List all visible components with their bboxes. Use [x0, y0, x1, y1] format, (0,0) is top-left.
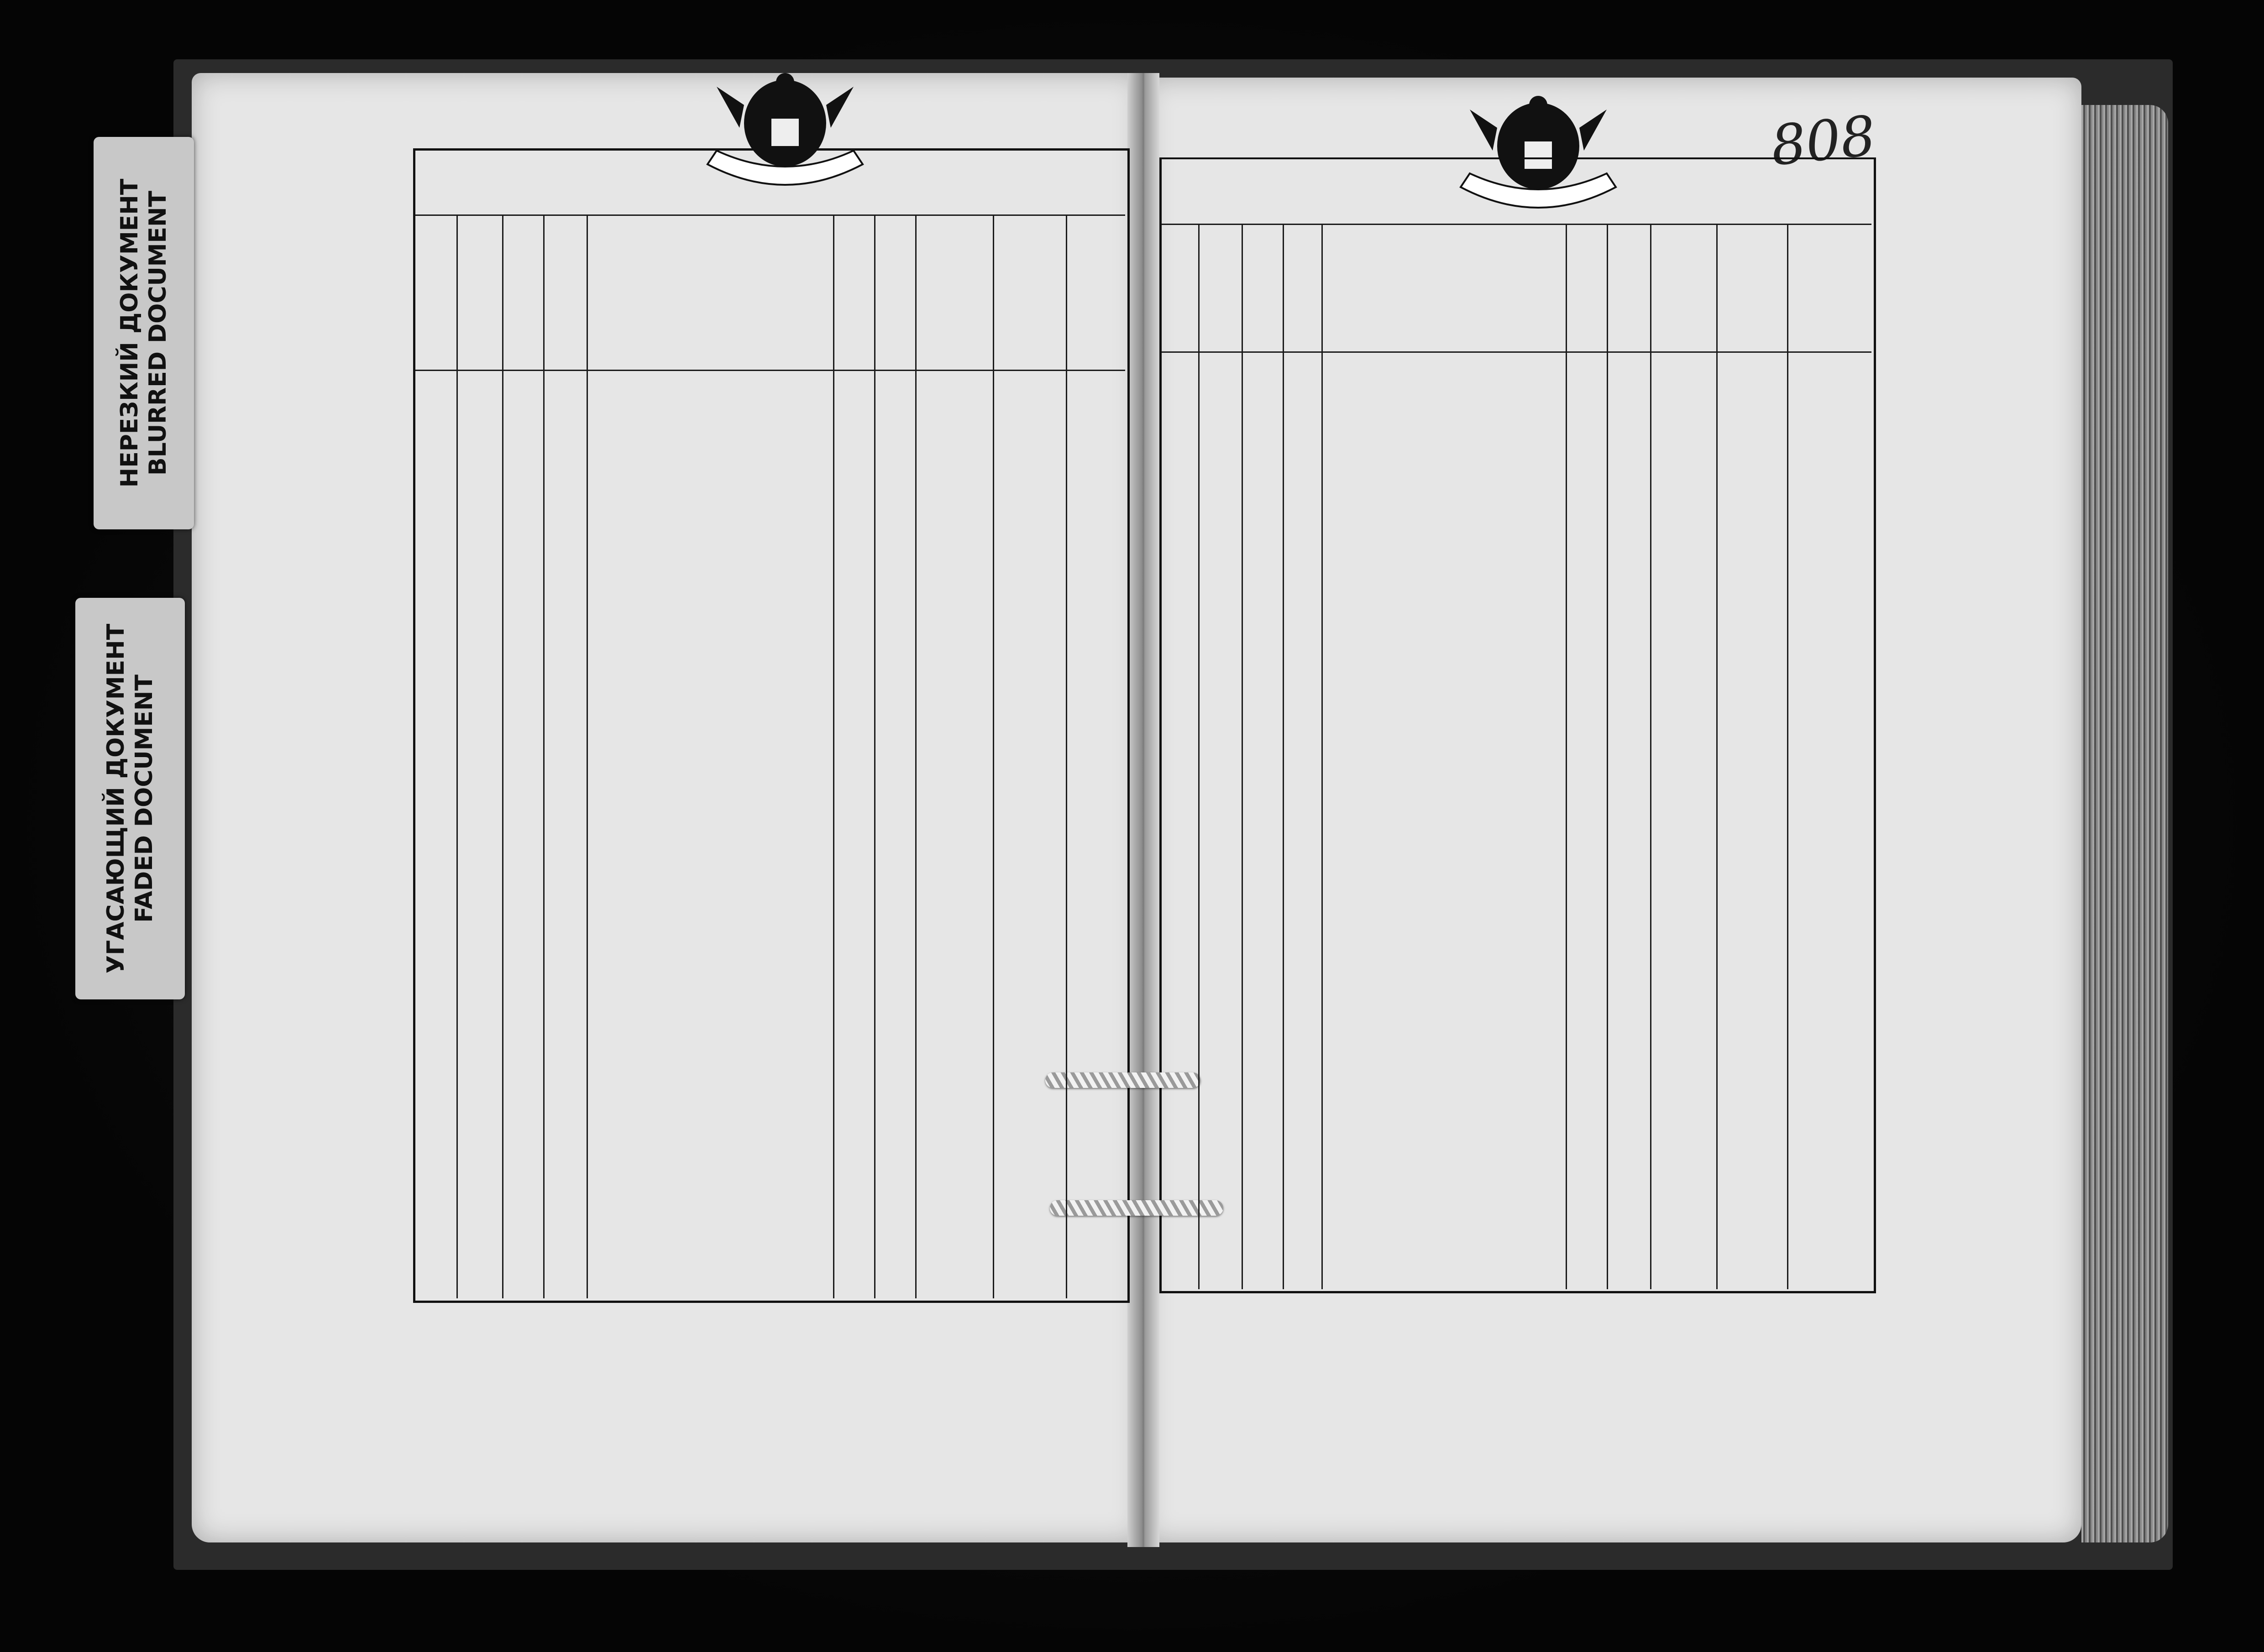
binding-thread-bottom [1050, 1200, 1223, 1216]
column-rule-left-1 [456, 214, 458, 1298]
header-rule-left [415, 214, 1125, 216]
column-rule-left-2 [502, 214, 503, 1298]
column-rule-right-1 [1198, 224, 1200, 1289]
column-rule-right-2 [1242, 224, 1243, 1289]
column-rule-right-8 [1716, 224, 1718, 1289]
blurred-document-sticker [94, 137, 194, 529]
column-rule-left-7 [915, 214, 917, 1298]
faded-label-en: FADED DOCUMENT [131, 674, 158, 923]
blurred-label-ru: НЕРЕЗКИЙ ДОКУМЕНТ [116, 178, 143, 488]
page-stack-edge [2081, 105, 2168, 1542]
column-rule-right-6 [1607, 224, 1608, 1289]
column-rule-left-8 [993, 214, 994, 1298]
header-bottom-rule-left [415, 370, 1125, 371]
book-gutter [1127, 73, 1159, 1547]
column-rule-left-6 [874, 214, 875, 1298]
header-bottom-rule-right [1162, 351, 1871, 353]
column-rule-right-4 [1321, 224, 1323, 1289]
column-rule-right-9 [1787, 224, 1788, 1289]
column-rule-left-3 [543, 214, 545, 1298]
column-rule-left-4 [587, 214, 588, 1298]
binding-thread-top [1045, 1072, 1200, 1088]
column-rule-right-7 [1650, 224, 1651, 1289]
blurred-label-en: BLURRED DOCUMENT [144, 190, 172, 476]
header-rule-right [1162, 224, 1871, 225]
column-rule-right-3 [1283, 224, 1284, 1289]
folio-number: 808 [1768, 104, 1879, 178]
left-register-table [413, 148, 1130, 1303]
faded-document-sticker [75, 598, 185, 999]
faded-label-ru: УГАСАЮЩИЙ ДОКУМЕНТ [102, 623, 130, 974]
column-rule-left-5 [833, 214, 834, 1298]
column-rule-left-9 [1066, 214, 1067, 1298]
right-register-table [1159, 157, 1876, 1293]
column-rule-right-5 [1566, 224, 1567, 1289]
